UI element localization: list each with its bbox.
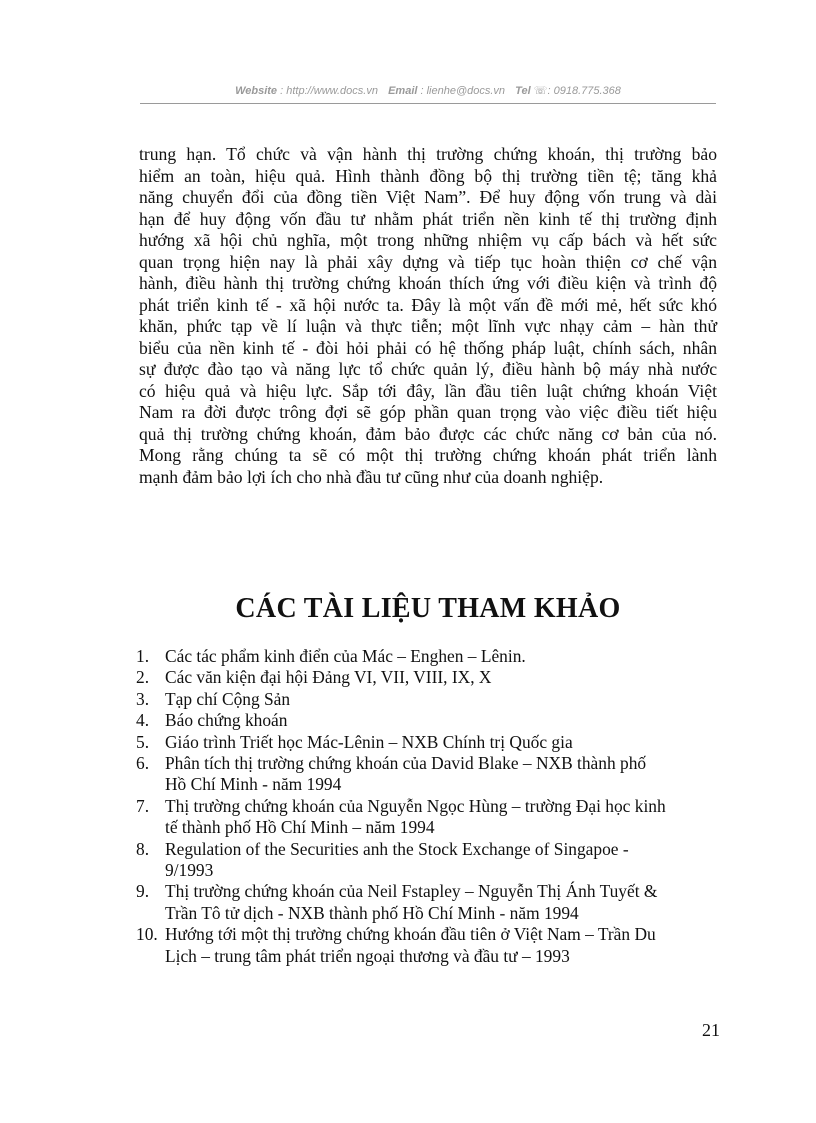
body-line: quả thị trường chứng khoán, đảm bảo được các chức năng cơ bản của nó. [139,423,717,444]
email-value: : lienhe@docs.vn [420,85,506,97]
reference-item [136,796,726,839]
reference-number: 4. [136,710,150,731]
reference-text: tế thành phố Hồ Chí Minh – năm 1994 [165,817,435,838]
reference-item [136,881,726,924]
tel-label: Tel [515,85,531,97]
reference-text: Hồ Chí Minh - năm 1994 [165,774,342,795]
references-title: CÁC TÀI LIỆU THAM KHẢO [235,593,621,624]
reference-number: 8. [136,838,150,859]
body-line: sự được đào tạo và năng lực tổ chức quản lý, điều hành bộ máy nhà nước [139,359,717,379]
reference-text: Hướng tới một thị trường chứng khoán đầu tiên ở Việt Nam – Trần Du [165,924,656,945]
body-line: hiểm an toàn, hiệu quả. Hình thành đồng bộ thị trường tiền tệ; tăng khả [139,165,717,186]
reference-number: 7. [136,795,150,816]
reference-text: Trần Tô tử dịch - NXB thành phố Hồ Chí Minh - năm 1994 [165,902,579,923]
body-line: năng chuyển đổi của đồng tiền Việt Nam”. Để huy động vốn trung và dài [139,187,717,207]
email-label: Email [388,85,418,97]
website-label: Website [235,85,278,97]
reference-item [136,732,726,753]
reference-item [136,646,726,667]
body-line: có hiệu quả và hiệu lực. Sắp tới đây, lần đầu tiên luật chứng khoán Việt [139,380,717,401]
reference-item [136,667,726,688]
reference-text: Tạp chí Cộng Sản [165,688,291,709]
body-paragraph [139,144,717,488]
reference-item [136,689,726,710]
body-line: hạn để huy động vốn đầu tư nhằm phát triển nền kinh tế thị trường định [139,208,717,229]
reference-text: Lịch – trung tâm phát triển ngoại thương và đầu tư – 1993 [165,945,570,966]
body-line: quan trọng hiện nay là phải xây dựng và tiếp tục hoàn thiện cơ chế vận [139,251,717,272]
reference-text: Các tác phẩm kinh điển của Mác – Enghen – Lênin. [165,646,526,666]
reference-item [136,753,726,796]
body-line: khăn, phức tạp về lí luận và thực tiễn; một lĩnh vực nhạy cảm – hàn thử [139,316,717,336]
reference-text: Báo chứng khoán [165,710,288,731]
reference-text: Thị trường chứng khoán của Neil Fstapley – Nguyễn Thị Ánh Tuyết & [165,881,658,902]
reference-text: Phân tích thị trường chứng khoán của David Blake – NXB thành phố [165,753,647,774]
page-header [140,84,716,97]
reference-item [136,924,726,967]
reference-item [136,710,726,731]
reference-number: 6. [136,753,150,774]
references-list [136,646,726,967]
reference-number: 2. [136,667,150,688]
reference-text: 9/1993 [165,860,214,881]
header-rule [140,103,716,104]
page-number: 21 [702,1020,720,1040]
body-line: mạnh đảm bảo lợi ích cho nhà đầu tư cũng như của doanh nghiệp. [139,466,604,487]
reference-text: Các văn kiện đại hội Đảng VI, VII, VIII, IX, X [165,667,492,688]
reference-number: 5. [136,731,150,752]
reference-number: 3. [136,688,150,709]
body-line: biểu của nền kinh tế - đòi hỏi phải có hệ thống pháp luật, chính sách, nhân [139,337,717,358]
website-value: : http://www.docs.vn [280,85,378,97]
body-line: hành, điều hành thị trường chứng khoán thích ứng với điều kiện và trình độ [139,273,717,293]
reference-item [136,839,726,882]
phone-icon: ☏ [533,85,548,97]
body-line: Nam ra đời được trông đợi sẽ góp phần quan trọng vào việc điều tiết hiệu [139,402,717,422]
body-line: trung hạn. Tổ chức và vận hành thị trường chứng khoán, thị trường bảo [139,144,717,164]
reference-text: Regulation of the Securities anh the Stock Exchange of Singapoe - [165,838,629,859]
reference-text: Giáo trình Triết học Mác-Lênin – NXB Chính trị Quốc gia [165,731,573,752]
reference-text: Thị trường chứng khoán của Nguyễn Ngọc Hùng – trường Đại học kinh [165,795,666,816]
body-line: hướng xã hội chủ nghĩa, một trong những nhiệm vụ cấp bách và hết sức [139,230,717,250]
body-line: Mong rằng chúng ta sẽ có một thị trường chứng khoán phát triển lành [139,445,717,465]
body-line: phát triển kinh tế - xã hội nước ta. Đây là một vấn đề mới mẻ, hết sức khó [139,294,717,315]
reference-number: 1. [136,646,150,666]
reference-number: 10. [136,924,158,945]
tel-value: : 0918.775.368 [547,85,621,97]
reference-number: 9. [136,881,150,902]
